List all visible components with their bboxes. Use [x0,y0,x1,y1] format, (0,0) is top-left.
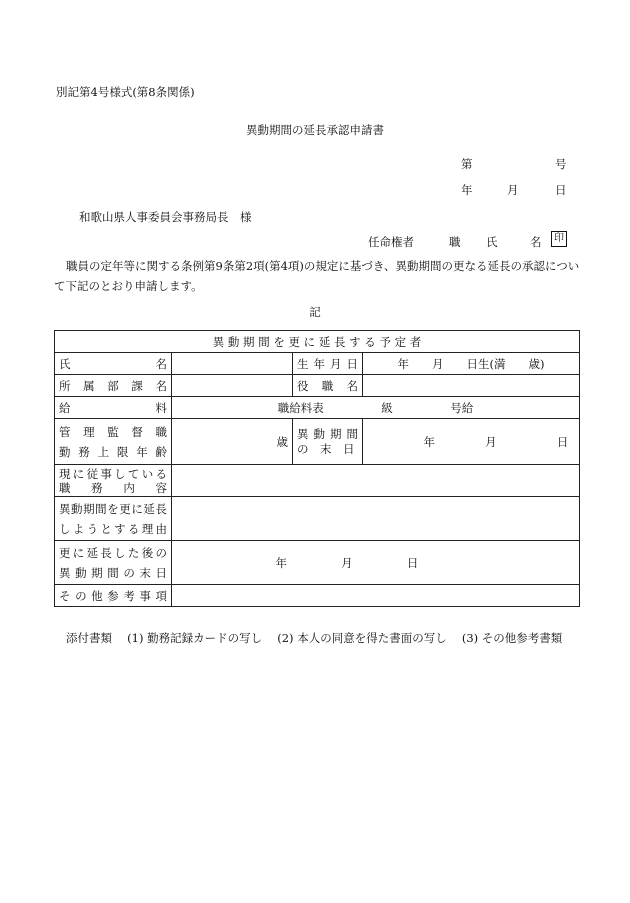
period-end-month: 月 [485,434,497,449]
mgmt-age-label [55,419,172,465]
addressee: 和歌山県人事委員会事務局長 様 [79,210,252,224]
salary-value[interactable]: 職給料表 級 号給 [172,397,580,419]
application-table [54,330,580,607]
current-duty-line2: 職務内容 [59,480,167,495]
number-dai: 第 [461,157,473,171]
current-duty-line1: 現に従事している [59,466,167,481]
reason-value[interactable] [172,497,580,541]
attachments: 添付書類 (1) 勤務記録カードの写し (2) 本人の同意を得た書面の写し (3) その他参考書類 [66,631,563,645]
after-end-day: 日 [406,555,419,570]
current-duty-label [55,465,172,497]
period-end-day: 日 [556,434,569,449]
period-end-label-line1: 異動期間 [297,426,358,441]
appointer-position: 職 [449,235,461,249]
dept-value[interactable] [172,375,293,397]
mgmt-age-value[interactable]: 歳 [172,419,293,465]
form-label: 別記第4号様式(第8条関係) [56,85,195,99]
date-day: 日 [555,183,567,197]
mgmt-label-line2: 勤務上限年齢 [59,444,167,459]
date-year: 年 [461,183,473,197]
appointer-name: 名 [530,235,542,249]
ki-heading: 記 [309,305,321,319]
current-duty-value[interactable] [172,465,580,497]
after-end-label [55,541,172,585]
reason-line2: しようとする理由 [59,521,167,536]
after-end-line1: 更に延長した後の [59,545,167,560]
birthdate-label: 生年月日 [293,353,363,375]
appointer-shi: 氏 [486,235,498,249]
period-end-label-line2: の 末 日 [297,441,355,456]
after-end-value[interactable] [172,541,580,585]
mgmt-label-line1: 管理監督職 [59,424,167,439]
body-text: 職員の定年等に関する条例第9条第2項(第4項)の規定に基づき、異動期間の更なる延長の承認について下記のとおり申請します。 [54,259,580,293]
number-go: 号 [555,157,567,171]
birthdate-value[interactable]: 年 月 日生(満 歳) [363,353,580,375]
period-end-label [293,419,363,465]
appointer-label: 任命権者 [368,235,414,249]
position-value[interactable] [363,375,580,397]
date-month: 月 [507,183,519,197]
period-end-value[interactable] [363,419,580,465]
after-end-year: 年 [275,555,287,570]
salary-label: 給料 [55,397,172,419]
section-title: 異 動 期 間 を 更 に 延 長 す る 予 定 者 [55,331,580,353]
seal-mark: 印 [551,231,567,247]
after-end-line2: 異動期間の末日 [59,565,167,580]
dept-label: 所属部課名 [55,375,172,397]
reason-line1: 異動期間を更に延長 [59,501,167,516]
after-end-month: 月 [341,555,353,570]
name-value[interactable] [172,353,293,375]
period-end-year: 年 [423,434,435,449]
other-value[interactable] [172,585,580,607]
reason-label [55,497,172,541]
document-title: 異動期間の延長承認申請書 [246,123,384,137]
name-label: 氏名 [55,353,172,375]
other-label: その他参考事項 [55,585,172,607]
position-label: 役職名 [293,375,363,397]
